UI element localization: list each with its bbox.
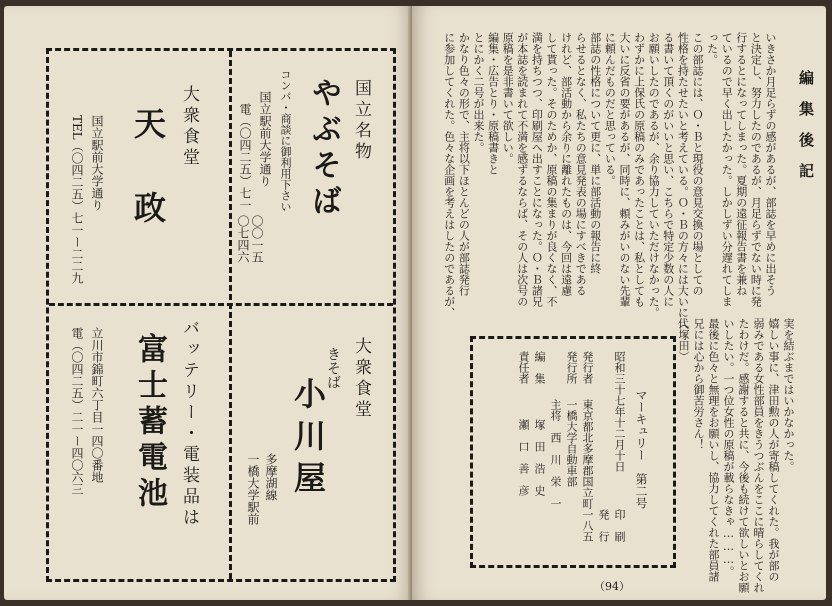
- text-column: 嬉しい事に、津田勲の人が寄稿してくれた。我が部の: [767, 318, 780, 582]
- yabusoba-phone-b: 〇七四六: [236, 215, 250, 263]
- yabusoba-phone-label: 電（〇四二五）七一: [238, 103, 252, 211]
- text-column: に参加してくれた。色々な企画を考えはしたのであるが、: [442, 32, 456, 318]
- page-number: （94）: [594, 580, 630, 593]
- colophon-editor: 塚 田 浩 史: [533, 419, 546, 496]
- text-column: ているので早く出したかった。しかしずい分遅れてしま: [720, 32, 734, 307]
- text-column: る書いて頂くのがいいと思い、こちらで特定少数の人に: [661, 32, 675, 307]
- colophon-publisher-address: 東京都北多摩郡国立町一八五: [581, 399, 594, 542]
- ogawaya-line1: 多摩湖線: [264, 453, 278, 501]
- yabusoba-tagline: 国立名物: [351, 79, 371, 163]
- tenmasa-tagline: 大衆食堂: [179, 85, 199, 169]
- text-column: わずかに上保氏の原稿のみであったことは、私としても: [632, 32, 646, 307]
- colophon-box: [470, 336, 676, 568]
- tenmasa-name: 天 政: [129, 107, 167, 233]
- text-column: 兄には心から御苦労さん！: [692, 318, 705, 450]
- right-page: [412, 6, 826, 600]
- ad-divider-vertical: [229, 51, 232, 579]
- colophon-issued-suffix: 発 行: [597, 509, 610, 542]
- colophon-editor-label: 編 集: [533, 351, 546, 384]
- fuji-address: 立川市錦町六丁目一四〇番地: [90, 327, 104, 483]
- fuji-name: 富士蓄電池: [132, 333, 167, 513]
- ad-divider-horizontal: [49, 303, 393, 306]
- text-column: 弱みである女性部員をきうつぶんをここに晴らしてくれ: [752, 318, 765, 593]
- colophon-date: 昭和三十七年十二月十日: [613, 351, 626, 472]
- text-column: 編集・広告とり・原稿書きと: [486, 32, 500, 175]
- ogawaya-line2: 一橋大学駅前: [246, 453, 260, 525]
- text-column: 部誌の性格について更に、単に部活動の報告に終: [588, 32, 602, 274]
- ad-grid: [46, 48, 396, 582]
- yabusoba-phone-a: 〇〇一五: [250, 215, 264, 263]
- text-column: いしたい。一つ位女性の原稿が載らなきゃ………。: [722, 318, 735, 577]
- text-column: たわけだ。感謝すると共に、今後も続けて欲しいとお願: [737, 318, 750, 593]
- text-column: とにかく二号が出来た。: [472, 32, 485, 153]
- ogawaya-name: 小川屋: [289, 377, 327, 503]
- text-column: けれど、部活動から余りに離れたものは、今回は遠慮: [559, 32, 573, 296]
- fuji-tagline: バッテリー・電装品は: [179, 319, 199, 529]
- text-column: らせるとなく、私たちの意見発表の場にすべきである: [574, 32, 588, 296]
- text-column: お願いしたのであるが、余り協力していただけなかった。: [647, 32, 661, 318]
- colophon-title: マーキュリー 第二号: [634, 389, 648, 509]
- text-column: この部誌には、Ｏ・Ｂと現役の意見交換の場としての: [691, 32, 704, 296]
- ogawaya-tagline: 大衆食堂: [351, 337, 371, 421]
- yabusoba-note: コンパ・商談に御利用下さい: [279, 69, 292, 212]
- colophon-responsible-label: 責任者: [517, 351, 530, 384]
- text-column: った。: [705, 32, 719, 65]
- colophon-chief: 主将 西 川 栄 一: [549, 399, 562, 509]
- text-column: 実を結ぶまではいかなかった。: [782, 318, 795, 472]
- tenmasa-phone: TEL（〇四二五）七一ー二二九: [70, 115, 84, 284]
- text-column: して貰った。そのためか、原稿の集まりが良くなく、不: [545, 32, 558, 307]
- fuji-phone: 電（〇四二五）二一ー四〇六三: [70, 327, 84, 495]
- text-column: に頼んだものだと思っている。: [603, 32, 617, 186]
- text-column: 満を持ちつつ、印刷屋へ出すことになった。Ｏ・Ｂ諸兄: [530, 32, 544, 307]
- text-column: （塚田）: [677, 318, 690, 362]
- text-column: いきさか月足らずの感があるが、部誌を早めに出そう: [764, 32, 777, 296]
- text-column: と決定し、努力したのであるが、月足らずでない時に発: [749, 32, 763, 307]
- colophon-office-name: 一橋大学自動車部: [565, 399, 578, 487]
- text-column: が本誌を読まれて不満を感ずるならば、その人は次号の: [515, 32, 529, 307]
- text-column: 最後に色々と無理をお願いし、協力してくれた部員諸: [707, 318, 720, 582]
- colophon-office-label: 発行所: [565, 351, 578, 384]
- yabusoba-name: やぶそば: [306, 77, 341, 221]
- tenmasa-address: 国立駅前大学通り: [90, 115, 104, 211]
- text-column: 原稿を是非書いて欲しい。: [501, 32, 515, 164]
- left-page: [4, 6, 412, 600]
- editorial-title: 編集後記: [797, 70, 815, 194]
- colophon-publisher-label: 発行者: [581, 351, 594, 384]
- colophon-responsible: 瀬 口 善 彦: [517, 419, 530, 496]
- text-column: 性格を持たせたいと考えている。Ｏ・Ｂの方々には大いに代: [676, 32, 690, 329]
- text-column: 行するとになってしまった。夏期の遠征報告書を兼ね: [734, 32, 748, 296]
- ogawaya-subtag: きそば: [325, 347, 341, 389]
- text-column: 大いに反省の要があるが、同時に、頼みがいのない先輩: [618, 32, 631, 307]
- colophon-date-suffix: 印 刷: [613, 509, 626, 542]
- yabusoba-address: 国立駅前大学通り: [258, 91, 272, 187]
- text-column: かなり色々の形で、主将以下ほとんどの人が部誌発行: [457, 32, 471, 296]
